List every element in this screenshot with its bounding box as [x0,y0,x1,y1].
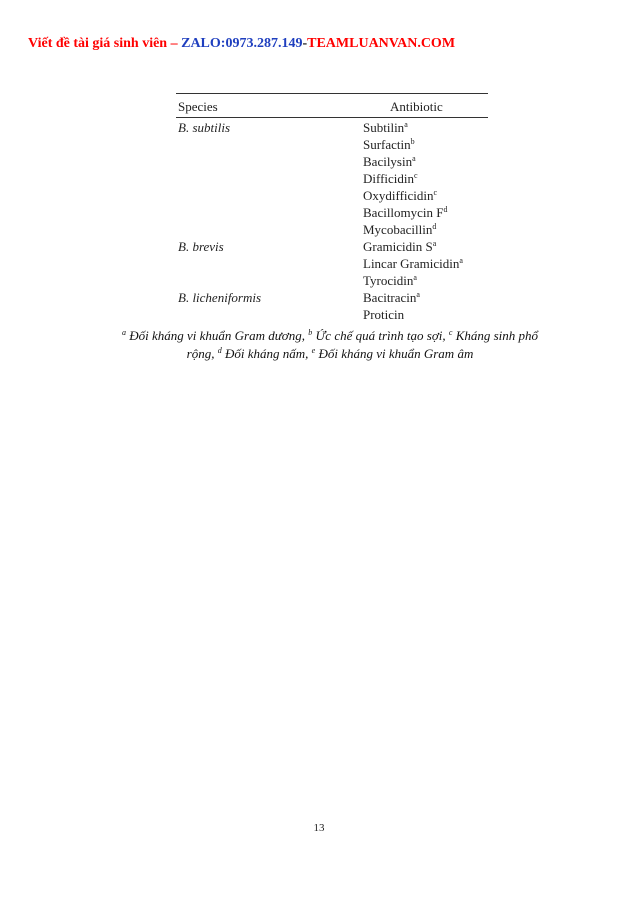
species-cell: B. licheniformis [178,290,262,305]
antibiotic-name: Surfactin [363,137,411,152]
antibiotic-footnote-mark: b [410,137,415,146]
species-cell: B. brevis [178,239,224,254]
antibiotic-cell [363,205,448,221]
column-header-antibiotic: Antibiotic [390,99,443,114]
antibiotic-name: Bacilysin [363,154,413,169]
antibiotic-name: Subtilin [363,120,405,135]
table-row [176,272,488,289]
antibiotic-footnote-mark: d [432,222,437,231]
antibiotic-footnote-mark: a [459,256,463,265]
antibiotic-footnote-mark: a [416,290,420,299]
antibiotic-footnote-mark: c [433,188,438,197]
antibiotic-name: Bacillomycin F [363,205,444,220]
species-cell: B. subtilis [178,120,231,135]
table-row [176,187,488,204]
table-row [176,221,488,238]
header-separator: - [302,36,308,51]
footnote-mark-d: d [217,346,222,355]
antibiotic-name: Tyrocidin [363,273,414,288]
antibiotic-cell [363,290,420,306]
page-header [28,36,455,52]
table-row [176,289,488,306]
table-row [176,136,488,153]
antibiotic-footnote-mark: c [414,171,418,180]
antibiotic-cell [363,171,418,187]
table-header [176,96,488,116]
header-website: TEAMLUANVAN.COM [307,36,456,51]
antibiotic-cell [363,239,436,255]
antibiotic-cell [363,222,436,238]
antibiotic-name: Proticin [363,307,405,322]
table-body [176,119,488,323]
antibiotic-footnote-mark: a [432,239,437,248]
footnote-mark-a: a [121,328,126,337]
table-row [176,238,488,255]
antibiotic-cell [363,273,417,289]
antibiotic-name: Bacitracin [363,290,417,305]
footnote-text-c: Kháng sinh phổ rộng, [186,328,539,361]
table-row [176,306,488,323]
antibiotic-cell [363,188,437,204]
table-row [176,119,488,136]
footnote-text-e: Đối kháng vi khuẩn Gram âm [315,346,474,361]
table-row [176,204,488,221]
table-row [176,170,488,187]
table-row [176,255,488,272]
antibiotic-footnote-mark: d [443,205,448,214]
antibiotic-cell [363,307,404,323]
antibiotic-footnote-mark: a [412,154,416,163]
table-top-rule [176,93,488,94]
antibiotic-name: Lincar Gramicidin [363,256,460,271]
antibiotic-footnote-mark: a [404,120,408,129]
page-number: 13 [313,822,325,834]
antibiotic-name: Oxydifficidin [363,188,434,203]
antibiotic-cell [363,154,416,170]
footnote-text-b: Ức chế quá trình tạo sợi, [312,328,449,343]
footnote-mark-b: b [308,328,313,337]
footnote-mark-e: e [311,346,316,355]
antibiotic-name: Mycobacillin [363,222,433,237]
column-header-species: Species [178,99,218,114]
table-footnote [110,327,550,363]
antibiotic-name: Gramicidin S [363,239,433,254]
header-zalo: ZALO:0973.287.149 [181,36,303,51]
footnote-mark-c: c [448,328,453,337]
antibiotic-name: Difficidin [363,171,415,186]
antibiotic-table [176,93,488,323]
antibiotic-cell [363,256,463,272]
header-title: Viết đề tài giá sinh viên – [28,36,182,51]
antibiotic-cell [363,137,415,153]
footnote-text-a: Đối kháng vi khuẩn Gram dương, [125,328,309,343]
antibiotic-footnote-mark: a [413,273,417,282]
footnote-text-d: Đối kháng nấm, [221,346,312,361]
table-row [176,153,488,170]
antibiotic-cell [363,120,408,136]
table-header-rule [176,117,488,118]
